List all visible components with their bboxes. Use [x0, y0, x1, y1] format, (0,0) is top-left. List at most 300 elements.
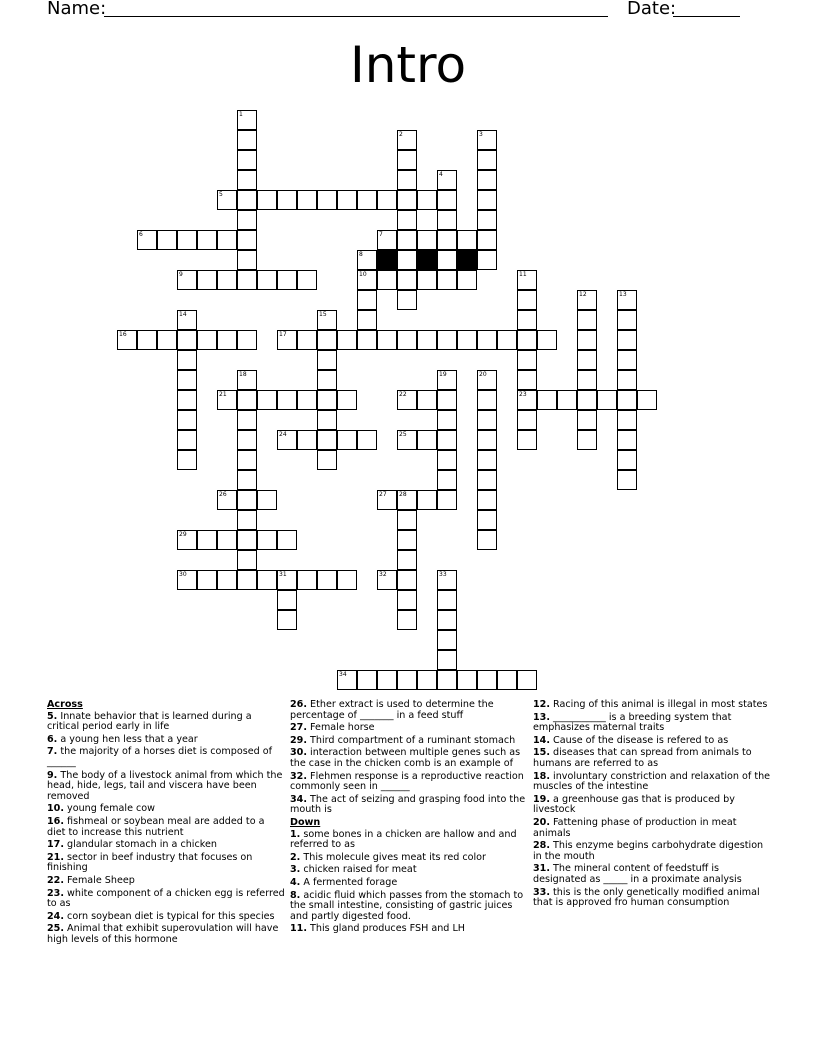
grid-cell[interactable] — [397, 190, 417, 210]
grid-cell[interactable] — [237, 150, 257, 170]
grid-cell[interactable] — [237, 510, 257, 530]
down-clue-list-continued — [533, 700, 771, 909]
grid-cell[interactable] — [197, 530, 217, 550]
grid-cell[interactable] — [357, 250, 377, 270]
grid-cell[interactable] — [397, 390, 417, 410]
clue-item — [290, 878, 528, 889]
grid-cell[interactable] — [437, 270, 457, 290]
grid-cell[interactable] — [417, 670, 437, 690]
clue-item-text: Cause of the disease is refered to as — [550, 734, 729, 746]
grid-cell-black — [457, 250, 477, 270]
clue-item-number: 34. — [290, 793, 307, 805]
grid-cell[interactable] — [457, 230, 477, 250]
clues-column-3 — [533, 700, 771, 911]
grid-cell[interactable] — [317, 350, 337, 370]
grid-cell[interactable] — [477, 490, 497, 510]
grid-cell[interactable] — [277, 530, 297, 550]
clue-item — [533, 864, 771, 885]
grid-cell[interactable] — [237, 450, 257, 470]
grid-cell[interactable] — [177, 410, 197, 430]
clue-number: 22 — [399, 391, 407, 398]
grid-cell[interactable] — [477, 190, 497, 210]
grid-cell[interactable] — [297, 270, 317, 290]
grid-cell[interactable] — [377, 270, 397, 290]
clue-item-text: corn soybean diet is typical for this species — [64, 910, 275, 922]
clue-item-text: a greenhouse gas that is produced by livestock — [533, 793, 735, 816]
clue-item-number: 8. — [290, 889, 301, 901]
grid-cell[interactable] — [617, 350, 637, 370]
grid-cell[interactable] — [237, 390, 257, 410]
grid-cell[interactable] — [357, 270, 377, 290]
clue-number: 26 — [219, 491, 227, 498]
grid-cell[interactable] — [217, 570, 237, 590]
clue-item-number: 18. — [533, 770, 550, 782]
grid-cell[interactable] — [617, 390, 637, 410]
grid-cell[interactable] — [517, 310, 537, 330]
grid-cell[interactable] — [557, 390, 577, 410]
clue-number: 7 — [379, 231, 383, 238]
grid-cell[interactable] — [177, 310, 197, 330]
grid-cell[interactable] — [237, 330, 257, 350]
grid-cell[interactable] — [317, 570, 337, 590]
grid-cell[interactable] — [397, 290, 417, 310]
grid-cell[interactable] — [317, 450, 337, 470]
grid-cell[interactable] — [417, 430, 437, 450]
grid-cell[interactable] — [237, 470, 257, 490]
grid-cell[interactable] — [177, 370, 197, 390]
clue-item-number: 24. — [47, 910, 64, 922]
grid-cell[interactable] — [337, 430, 357, 450]
grid-cell[interactable] — [417, 270, 437, 290]
down-clue-list — [290, 830, 528, 935]
clue-number: 33 — [439, 571, 447, 578]
grid-cell[interactable] — [317, 310, 337, 330]
clue-item-number: 32. — [290, 770, 307, 782]
grid-cell[interactable] — [617, 330, 637, 350]
clue-item — [290, 723, 528, 734]
grid-cell[interactable] — [177, 430, 197, 450]
grid-cell[interactable] — [437, 170, 457, 190]
grid-cell[interactable] — [177, 570, 197, 590]
grid-cell[interactable] — [417, 330, 437, 350]
grid-cell[interactable] — [337, 190, 357, 210]
grid-cell[interactable] — [217, 390, 237, 410]
grid-cell[interactable] — [617, 450, 637, 470]
grid-cell[interactable] — [237, 190, 257, 210]
clue-item-number: 7. — [47, 746, 58, 758]
grid-cell[interactable] — [437, 370, 457, 390]
clue-item — [290, 891, 528, 923]
clue-item-number: 16. — [47, 815, 64, 827]
grid-cell[interactable] — [537, 390, 557, 410]
grid-cell[interactable] — [377, 330, 397, 350]
grid-cell[interactable] — [517, 290, 537, 310]
grid-cell[interactable] — [397, 570, 417, 590]
clue-item-text: involuntary constriction and relaxation of the muscles of the intestine — [533, 770, 771, 793]
grid-cell[interactable] — [257, 270, 277, 290]
clue-item — [290, 748, 528, 769]
clue-number: 8 — [359, 251, 363, 258]
grid-cell[interactable] — [517, 410, 537, 430]
grid-cell[interactable] — [297, 430, 317, 450]
grid-cell[interactable] — [237, 530, 257, 550]
grid-cell[interactable] — [477, 410, 497, 430]
clue-item — [47, 876, 285, 887]
clue-item — [533, 700, 771, 711]
grid-cell[interactable] — [177, 530, 197, 550]
grid-cell[interactable] — [337, 330, 357, 350]
grid-cell[interactable] — [617, 430, 637, 450]
grid-cell[interactable] — [477, 170, 497, 190]
clue-number: 19 — [439, 371, 447, 378]
name-label: Name: — [47, 0, 107, 19]
grid-cell-black — [377, 250, 397, 270]
across-heading: Across — [47, 699, 83, 710]
grid-cell[interactable] — [577, 430, 597, 450]
grid-cell[interactable] — [437, 410, 457, 430]
grid-cell[interactable] — [397, 270, 417, 290]
clue-number: 9 — [179, 271, 183, 278]
grid-cell[interactable] — [477, 330, 497, 350]
grid-cell[interactable] — [217, 270, 237, 290]
grid-cell[interactable] — [477, 150, 497, 170]
clue-item-number: 23. — [47, 887, 64, 899]
grid-cell[interactable] — [617, 290, 637, 310]
clue-number: 27 — [379, 491, 387, 498]
clue-number: 13 — [619, 291, 627, 298]
clue-item — [47, 804, 285, 815]
grid-cell[interactable] — [397, 610, 417, 630]
grid-cell[interactable] — [417, 190, 437, 210]
clue-number: 15 — [319, 311, 327, 318]
grid-cell[interactable] — [397, 670, 417, 690]
clue-item-number: 26. — [290, 699, 307, 710]
clue-item-number: 13. — [533, 711, 550, 723]
grid-cell[interactable] — [377, 190, 397, 210]
grid-cell[interactable] — [277, 330, 297, 350]
grid-cell[interactable] — [237, 570, 257, 590]
clue-item-number: 33. — [533, 886, 550, 898]
clue-item-number: 9. — [47, 769, 58, 781]
grid-cell[interactable] — [417, 230, 437, 250]
grid-cell[interactable] — [577, 350, 597, 370]
grid-cell-black — [417, 250, 437, 270]
grid-cell[interactable] — [577, 330, 597, 350]
grid-cell[interactable] — [437, 650, 457, 670]
grid-cell[interactable] — [157, 230, 177, 250]
page-title: Intro — [349, 36, 467, 94]
grid-cell[interactable] — [437, 570, 457, 590]
grid-cell[interactable] — [257, 570, 277, 590]
grid-cell[interactable] — [217, 190, 237, 210]
grid-cell[interactable] — [437, 390, 457, 410]
grid-cell[interactable] — [297, 190, 317, 210]
grid-cell[interactable] — [357, 190, 377, 210]
grid-cell[interactable] — [397, 150, 417, 170]
clue-item-number: 21. — [47, 851, 64, 863]
grid-cell[interactable] — [277, 270, 297, 290]
grid-cell[interactable] — [277, 610, 297, 630]
grid-cell[interactable] — [457, 330, 477, 350]
grid-cell[interactable] — [317, 430, 337, 450]
grid-cell[interactable] — [437, 190, 457, 210]
grid-cell[interactable] — [377, 570, 397, 590]
grid-cell[interactable] — [577, 410, 597, 430]
grid-cell[interactable] — [437, 490, 457, 510]
grid-cell[interactable] — [177, 330, 197, 350]
grid-cell[interactable] — [397, 590, 417, 610]
grid-cell[interactable] — [437, 250, 457, 270]
clue-item — [47, 747, 285, 768]
clue-item — [290, 700, 528, 721]
grid-cell[interactable] — [357, 430, 377, 450]
clue-item — [533, 772, 771, 793]
clue-item-text: sector in beef industry that focuses on finishing — [47, 851, 253, 874]
grid-cell[interactable] — [177, 450, 197, 470]
grid-cell[interactable] — [197, 570, 217, 590]
grid-cell[interactable] — [177, 230, 197, 250]
clue-item-text: interaction between multiple genes such as the case in the chicken comb is an example of — [290, 747, 521, 769]
clue-item-number: 30. — [290, 747, 307, 759]
grid-cell[interactable] — [477, 230, 497, 250]
clue-number: 10 — [359, 271, 367, 278]
clue-item-text: this is the only genetically modified animal that is approved fro human consumption — [533, 886, 760, 909]
grid-cell[interactable] — [617, 410, 637, 430]
grid-cell[interactable] — [497, 330, 517, 350]
grid-cell[interactable] — [297, 330, 317, 350]
clue-item-text: Female horse — [307, 722, 375, 734]
clue-number: 21 — [219, 391, 227, 398]
grid-cell[interactable] — [397, 330, 417, 350]
grid-cell[interactable] — [237, 170, 257, 190]
clue-item-text: Racing of this animal is illegal in most states — [550, 699, 768, 710]
grid-cell[interactable] — [277, 190, 297, 210]
grid-cell[interactable] — [477, 210, 497, 230]
clue-item-text: fishmeal or soybean meal are added to a diet to increase this nutrient — [47, 815, 265, 838]
date-label: Date: — [627, 0, 677, 19]
clue-item — [533, 795, 771, 816]
grid-cell[interactable] — [397, 490, 417, 510]
grid-cell[interactable] — [517, 390, 537, 410]
grid-cell[interactable] — [437, 330, 457, 350]
grid-cell[interactable] — [497, 670, 517, 690]
clue-item-number: 4. — [290, 876, 301, 888]
clue-item — [47, 853, 285, 874]
clue-item — [290, 853, 528, 864]
grid-cell[interactable] — [217, 530, 237, 550]
across-clue-list-continued — [290, 700, 528, 816]
grid-cell[interactable] — [297, 390, 317, 410]
grid-cell[interactable] — [397, 550, 417, 570]
grid-cell[interactable] — [237, 490, 257, 510]
grid-cell[interactable] — [177, 350, 197, 370]
grid-cell[interactable] — [237, 230, 257, 250]
grid-cell[interactable] — [417, 390, 437, 410]
grid-cell[interactable] — [397, 530, 417, 550]
clue-number: 29 — [179, 531, 187, 538]
grid-cell[interactable] — [397, 430, 417, 450]
grid-cell[interactable] — [277, 390, 297, 410]
grid-cell[interactable] — [297, 570, 317, 590]
grid-cell[interactable] — [317, 370, 337, 390]
grid-cell[interactable] — [577, 310, 597, 330]
grid-cell[interactable] — [157, 330, 177, 350]
clue-item — [47, 817, 285, 838]
grid-cell[interactable] — [477, 530, 497, 550]
grid-cell[interactable] — [477, 250, 497, 270]
grid-cell[interactable] — [517, 270, 537, 290]
grid-cell[interactable] — [477, 430, 497, 450]
grid-cell[interactable] — [397, 510, 417, 530]
grid-cell[interactable] — [237, 550, 257, 570]
grid-cell[interactable] — [357, 310, 377, 330]
clue-item — [290, 772, 528, 793]
clue-item-number: 27. — [290, 722, 307, 734]
clue-item-text: This molecule gives meat its red color — [300, 851, 486, 863]
grid-cell[interactable] — [237, 110, 257, 130]
grid-cell[interactable] — [357, 330, 377, 350]
grid-cell[interactable] — [137, 230, 157, 250]
clue-number: 17 — [279, 331, 287, 338]
grid-cell[interactable] — [357, 290, 377, 310]
grid-cell[interactable] — [517, 670, 537, 690]
grid-cell[interactable] — [277, 430, 297, 450]
clue-item — [290, 795, 528, 816]
grid-cell[interactable] — [237, 130, 257, 150]
clue-number: 5 — [219, 191, 223, 198]
grid-cell[interactable] — [397, 250, 417, 270]
grid-cell[interactable] — [217, 230, 237, 250]
grid-cell[interactable] — [377, 670, 397, 690]
clue-item — [47, 712, 285, 733]
grid-cell[interactable] — [217, 490, 237, 510]
grid-cell[interactable] — [517, 430, 537, 450]
grid-cell[interactable] — [397, 210, 417, 230]
clue-item — [533, 748, 771, 769]
clue-item-text: A fermented forage — [300, 876, 398, 888]
grid-cell[interactable] — [237, 210, 257, 230]
grid-cell[interactable] — [277, 570, 297, 590]
grid-cell[interactable] — [317, 190, 337, 210]
grid-cell[interactable] — [217, 330, 237, 350]
grid-cell[interactable] — [257, 490, 277, 510]
grid-cell[interactable] — [477, 510, 497, 530]
grid-cell[interactable] — [517, 330, 537, 350]
grid-cell[interactable] — [517, 350, 537, 370]
clue-item-number: 14. — [533, 734, 550, 746]
grid-cell[interactable] — [617, 310, 637, 330]
grid-cell[interactable] — [437, 470, 457, 490]
grid-cell[interactable] — [357, 670, 377, 690]
clue-number: 4 — [439, 171, 443, 178]
grid-cell[interactable] — [477, 130, 497, 150]
clue-item-text: the majority of a horses diet is composed of ______ — [47, 746, 273, 768]
clue-item-number: 29. — [290, 734, 307, 746]
grid-cell[interactable] — [277, 590, 297, 610]
grid-cell[interactable] — [437, 670, 457, 690]
grid-cell[interactable] — [117, 330, 137, 350]
grid-cell[interactable] — [317, 330, 337, 350]
grid-cell[interactable] — [617, 470, 637, 490]
grid-cell[interactable] — [337, 570, 357, 590]
grid-cell[interactable] — [397, 170, 417, 190]
grid-cell[interactable] — [377, 490, 397, 510]
grid-cell[interactable] — [257, 190, 277, 210]
clue-item-text: glandular stomach in a chicken — [64, 839, 217, 851]
clue-item-text: The act of seizing and grasping food into the mouth is — [290, 793, 526, 816]
grid-cell[interactable] — [137, 330, 157, 350]
grid-cell[interactable] — [457, 270, 477, 290]
grid-cell[interactable] — [577, 390, 597, 410]
grid-cell[interactable] — [477, 390, 497, 410]
clue-item — [290, 830, 528, 851]
grid-cell[interactable] — [197, 330, 217, 350]
grid-cell[interactable] — [257, 390, 277, 410]
grid-cell[interactable] — [437, 450, 457, 470]
grid-cell[interactable] — [317, 390, 337, 410]
clue-item-number: 10. — [47, 803, 64, 815]
clue-item-number: 3. — [290, 864, 301, 876]
grid-cell[interactable] — [437, 590, 457, 610]
grid-cell[interactable] — [477, 370, 497, 390]
clue-item-text: Female Sheep — [64, 874, 135, 886]
grid-cell[interactable] — [437, 430, 457, 450]
grid-cell[interactable] — [237, 250, 257, 270]
grid-cell[interactable] — [397, 130, 417, 150]
grid-cell[interactable] — [437, 210, 457, 230]
grid-cell[interactable] — [337, 390, 357, 410]
grid-cell[interactable] — [237, 370, 257, 390]
grid-cell[interactable] — [437, 630, 457, 650]
grid-cell[interactable] — [517, 370, 537, 390]
grid-cell[interactable] — [237, 270, 257, 290]
grid-cell[interactable] — [237, 430, 257, 450]
grid-cell[interactable] — [317, 410, 337, 430]
clue-item — [533, 818, 771, 839]
grid-cell[interactable] — [197, 230, 217, 250]
grid-cell[interactable] — [637, 390, 657, 410]
grid-cell[interactable] — [597, 390, 617, 410]
grid-cell[interactable] — [537, 330, 557, 350]
clue-item-number: 28. — [533, 840, 550, 852]
grid-cell[interactable] — [477, 470, 497, 490]
grid-cell[interactable] — [437, 610, 457, 630]
grid-cell[interactable] — [577, 370, 597, 390]
grid-cell[interactable] — [577, 290, 597, 310]
grid-cell[interactable] — [477, 670, 497, 690]
clue-item-text: acidic fluid which passes from the stomach to the small intestine, consisting of gastric juices and partly digested food. — [290, 889, 524, 922]
grid-cell[interactable] — [177, 390, 197, 410]
grid-cell[interactable] — [477, 450, 497, 470]
grid-cell[interactable] — [257, 530, 277, 550]
grid-cell[interactable] — [397, 230, 417, 250]
grid-cell[interactable] — [437, 230, 457, 250]
grid-cell[interactable] — [417, 490, 437, 510]
grid-cell[interactable] — [377, 230, 397, 250]
clue-item — [290, 924, 528, 935]
clue-item-number: 22. — [47, 874, 64, 886]
grid-cell[interactable] — [617, 370, 637, 390]
grid-cell[interactable] — [457, 670, 477, 690]
grid-cell[interactable] — [237, 410, 257, 430]
grid-cell[interactable] — [177, 270, 197, 290]
grid-cell[interactable] — [337, 670, 357, 690]
clue-item-text: Animal that exhibit superovulation will have high levels of this hormone — [47, 923, 279, 945]
grid-cell[interactable] — [197, 270, 217, 290]
clue-item — [47, 735, 285, 746]
clue-item-text: The body of a livestock animal from which the head, hide, legs, tail and viscera have been removed — [47, 769, 283, 802]
clue-number: 34 — [339, 671, 347, 678]
